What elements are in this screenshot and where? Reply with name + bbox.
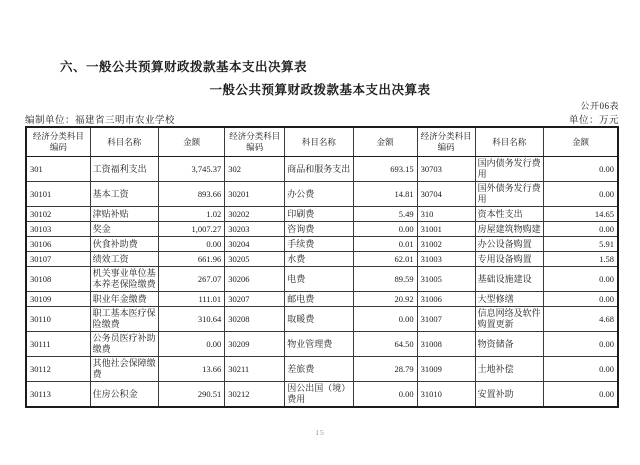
table-row	[26, 252, 618, 267]
cell-name: 其他社会保障缴费	[90, 357, 158, 382]
sheet-label: 公开06表	[580, 101, 619, 111]
cell-amount: 111.01	[158, 292, 224, 307]
cell-code: 30101	[26, 182, 90, 207]
cell-name: 办公设备购置	[475, 237, 543, 252]
column-header: 经济分类科目编码	[225, 127, 285, 157]
cell-code: 30207	[225, 292, 285, 307]
cell-name: 职工基本医疗保险缴费	[90, 307, 158, 332]
cell-name: 信息网络及软件购置更新	[475, 307, 543, 332]
cell-code: 30201	[225, 182, 285, 207]
cell-amount: 5.49	[353, 207, 417, 222]
cell-code: 31005	[417, 267, 475, 292]
cell-amount: 28.79	[353, 357, 417, 382]
cell-amount: 693.15	[353, 157, 417, 182]
budget-table	[25, 126, 619, 408]
cell-name: 差旅费	[285, 357, 353, 382]
cell-code: 301	[26, 157, 90, 182]
column-header: 金额	[353, 127, 417, 157]
cell-amount: 0.00	[353, 382, 417, 408]
table-row	[26, 332, 618, 357]
table-row	[26, 182, 618, 207]
cell-amount: 14.65	[543, 207, 618, 222]
cell-code: 30704	[417, 182, 475, 207]
cell-name: 奖金	[90, 222, 158, 237]
table-row	[26, 207, 618, 222]
cell-name: 取暖费	[285, 307, 353, 332]
cell-code: 31002	[417, 237, 475, 252]
cell-amount: 0.00	[353, 307, 417, 332]
table-body	[26, 157, 618, 408]
cell-name: 工资福利支出	[90, 157, 158, 182]
table-row	[26, 267, 618, 292]
cell-amount: 0.00	[158, 332, 224, 357]
cell-name: 专用设备购置	[475, 252, 543, 267]
cell-code: 30204	[225, 237, 285, 252]
cell-code: 30703	[417, 157, 475, 182]
cell-amount: 0.00	[543, 332, 618, 357]
cell-code: 30111	[26, 332, 90, 357]
cell-name: 咨询费	[285, 222, 353, 237]
cell-amount: 1,007.27	[158, 222, 224, 237]
table-row	[26, 157, 618, 182]
cell-name: 土地补偿	[475, 357, 543, 382]
cell-code: 31008	[417, 332, 475, 357]
cell-code: 30109	[26, 292, 90, 307]
cell-code: 31001	[417, 222, 475, 237]
column-header: 金额	[158, 127, 224, 157]
cell-amount: 5.91	[543, 237, 618, 252]
cell-amount: 1.02	[158, 207, 224, 222]
cell-code: 30205	[225, 252, 285, 267]
cell-name: 水费	[285, 252, 353, 267]
cell-amount: 0.00	[543, 157, 618, 182]
cell-name: 大型修缮	[475, 292, 543, 307]
cell-name: 邮电费	[285, 292, 353, 307]
cell-name: 职业年金缴费	[90, 292, 158, 307]
cell-code: 30209	[225, 332, 285, 357]
cell-code: 30108	[26, 267, 90, 292]
cell-code: 30211	[225, 357, 285, 382]
table-row	[26, 222, 618, 237]
cell-name: 房屋建筑物购建	[475, 222, 543, 237]
cell-code: 31006	[417, 292, 475, 307]
cell-name: 手续费	[285, 237, 353, 252]
cell-code: 302	[225, 157, 285, 182]
cell-name: 物资储备	[475, 332, 543, 357]
cell-amount: 290.51	[158, 382, 224, 408]
column-header: 经济分类科目编码	[417, 127, 475, 157]
table-title: 一般公共预算财政拨款基本支出决算表	[209, 83, 431, 97]
cell-amount: 893.66	[158, 182, 224, 207]
cell-amount: 0.00	[543, 357, 618, 382]
cell-amount: 0.00	[353, 222, 417, 237]
cell-amount: 14.81	[353, 182, 417, 207]
cell-name: 基础设施建设	[475, 267, 543, 292]
table-meta-line	[25, 112, 619, 126]
table-head	[26, 127, 618, 157]
header-row	[26, 127, 618, 157]
cell-amount: 0.00	[543, 382, 618, 408]
cell-code: 31003	[417, 252, 475, 267]
cell-code: 30110	[26, 307, 90, 332]
cell-code: 30208	[225, 307, 285, 332]
cell-name: 电费	[285, 267, 353, 292]
column-header: 科目名称	[475, 127, 543, 157]
column-header: 经济分类科目编码	[26, 127, 90, 157]
cell-name: 因公出国（境）费用	[285, 382, 353, 408]
cell-amount: 0.00	[158, 237, 224, 252]
cell-code: 30113	[26, 382, 90, 408]
table-row	[26, 382, 618, 408]
cell-amount: 1.58	[543, 252, 618, 267]
cell-code: 30206	[225, 267, 285, 292]
cell-amount: 64.50	[353, 332, 417, 357]
cell-name: 公务员医疗补助缴费	[90, 332, 158, 357]
column-header: 科目名称	[285, 127, 353, 157]
table-row	[26, 357, 618, 382]
cell-name: 物业管理费	[285, 332, 353, 357]
cell-amount: 0.00	[543, 222, 618, 237]
cell-name: 伙食补助费	[90, 237, 158, 252]
cell-code: 30106	[26, 237, 90, 252]
cell-amount: 0.00	[543, 267, 618, 292]
cell-amount: 0.00	[543, 292, 618, 307]
prepared-by-label: 编制单位：福建省三明市农业学校	[25, 116, 176, 126]
column-header: 金额	[543, 127, 618, 157]
cell-name: 国内债务发行费用	[475, 157, 543, 182]
cell-code: 30103	[26, 222, 90, 237]
cell-code: 310	[417, 207, 475, 222]
cell-name: 国外债务发行费用	[475, 182, 543, 207]
cell-code: 30212	[225, 382, 285, 408]
cell-amount: 89.59	[353, 267, 417, 292]
cell-code: 30102	[26, 207, 90, 222]
cell-amount: 3,745.37	[158, 157, 224, 182]
section-heading: 六、一般公共预算财政拨款基本支出决算表	[60, 60, 308, 74]
table-row	[26, 292, 618, 307]
cell-name: 办公费	[285, 182, 353, 207]
cell-name: 基本工资	[90, 182, 158, 207]
cell-name: 资本性支出	[475, 207, 543, 222]
cell-amount: 4.68	[543, 307, 618, 332]
table-row	[26, 307, 618, 332]
cell-amount: 661.96	[158, 252, 224, 267]
cell-code: 31010	[417, 382, 475, 408]
cell-amount: 13.66	[158, 357, 224, 382]
cell-code: 30202	[225, 207, 285, 222]
table-row	[26, 237, 618, 252]
cell-amount: 20.92	[353, 292, 417, 307]
cell-code: 31009	[417, 357, 475, 382]
cell-amount: 267.07	[158, 267, 224, 292]
cell-code: 31007	[417, 307, 475, 332]
column-header: 科目名称	[90, 127, 158, 157]
cell-name: 津贴补贴	[90, 207, 158, 222]
cell-code: 30107	[26, 252, 90, 267]
cell-amount: 62.01	[353, 252, 417, 267]
cell-code: 30203	[225, 222, 285, 237]
unit-label: 单位：万元	[568, 116, 619, 126]
cell-name: 安置补助	[475, 382, 543, 408]
page-number: 15	[315, 428, 325, 437]
cell-name: 印刷费	[285, 207, 353, 222]
cell-amount: 0.00	[543, 182, 618, 207]
cell-name: 机关事业单位基本养老保险缴费	[90, 267, 158, 292]
cell-name: 绩效工资	[90, 252, 158, 267]
cell-amount: 0.01	[353, 237, 417, 252]
cell-amount: 310.64	[158, 307, 224, 332]
cell-name: 商品和服务支出	[285, 157, 353, 182]
cell-code: 30112	[26, 357, 90, 382]
cell-name: 住房公积金	[90, 382, 158, 408]
